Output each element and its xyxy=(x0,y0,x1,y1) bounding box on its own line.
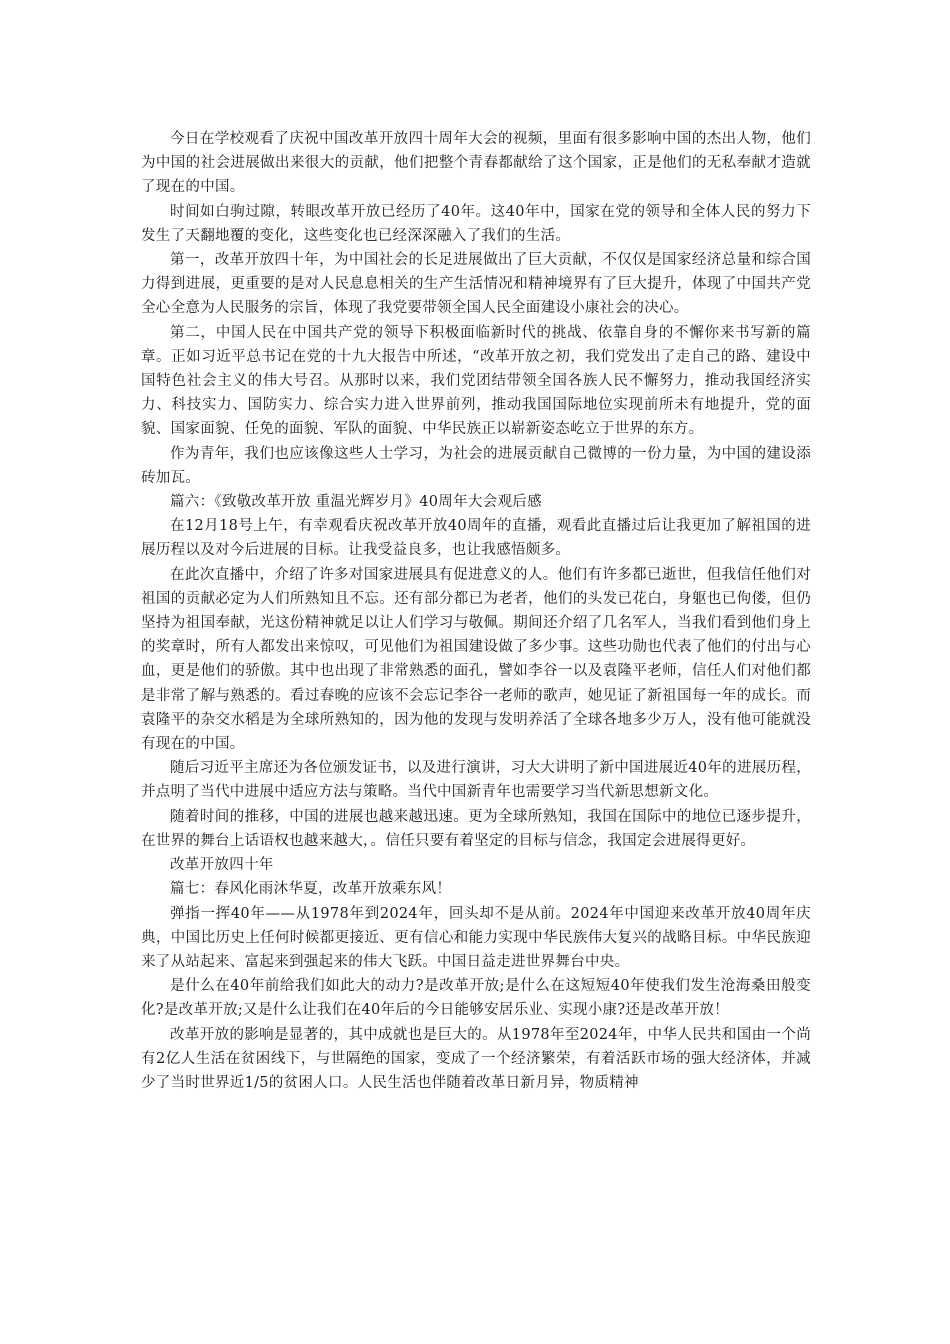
paragraph: 在此次直播中，介绍了许多对国家进展具有促进意义的人。他们有许多都已逝世，但我信任他们对祖国的贡献必定为人们所熟知且不忘。还有部分都已为老者，他们的头发已花白，身躯也已佝偻，但仍坚持为祖国奉献，光这份精神就足以让人们学习与敬佩。期间还介绍了几名军人，当我们看到他们身上的奖章时，所有人都发出来惊叹，可见他们为祖国建设做了多少事。这些功勋也代表了他们的付出与心血，更是他们的骄傲。其中也出现了非常熟悉的面孔，譬如李谷一以及袁隆平老师，信任人们对他们都是非常了解与熟悉的。看过春晚的应该不会忘记李谷一老师的歌声，她见证了新祖国每一年的成长。而袁隆平的杂交水稻是为全球所熟知的，因为他的发现与发明养活了全球各地多少万人，没有他可能就没有现在的中国。 xyxy=(141,566,811,753)
section-heading: 篇七：春风化雨沐华夏，改革开放乘东风！ xyxy=(170,881,452,898)
paragraph: 第二，中国人民在中国共产党的领导下积极面临新时代的挑战、依靠自身的不懈你来书写新的篇章。正如习近平总书记在党的十九大报告中所述，“改革开放之初，我们党发出了走自己的路、建设中国特色社会主义的伟大号召。从那时以来，我们党团结带领全国各族人民不懈努力，推动我国经济实力、科技实力、国防实力、综合实力进入世界前列，推动我国国际地位实现前所未有地提升，党的面貌、国家面貌、任免的面貌、军队的面貌、中华民族正以崭新姿态屹立于世界的东方。 xyxy=(141,324,811,438)
paragraph: 在12月18号上午，有幸观看庆祝改革开放40周年的直播，观看此直播过后让我更加了解祖国的进展历程以及对今后进展的目标。让我受益良多，也让我感悟颇多。 xyxy=(141,518,811,559)
paragraph: 今日在学校观看了庆祝中国改革开放四十周年大会的视频，里面有很多影响中国的杰出人物，他们为中国的社会进展做出来很大的贡献，他们把整个青春都献给了这个国家，正是他们的无私奉献才造就了现在的中国。 xyxy=(141,131,811,196)
paragraph: 弹指一挥40年——从1978年到2024年，回头却不是从前。2024年中国迎来改革开放40周年庆典，中国比历史上任何时候都更接近、更有信心和能力实现中华民族伟大复兴的战略目标。中华民族迎来了从站起来、富起来到强起来的伟大飞跃。中国日益走进世界舞台中央。 xyxy=(141,905,811,970)
paragraph: 作为青年，我们也应该像这些人士学习，为社会的进展贡献自己微博的一份力量，为中国的建设添砖加瓦。 xyxy=(141,445,811,486)
document-page xyxy=(141,127,811,1095)
section-heading: 篇六：《致敬改革开放 重温光辉岁月》40周年大会观后感 xyxy=(170,494,542,511)
paragraph: 随后习近平主席还为各位颁发证书，以及进行演讲，习大大讲明了新中国进展近40年的进展历程，并点明了当代中进展中适应方法与策略。当代中国新青年也需要学习当代新思想新文化。 xyxy=(141,760,811,801)
paragraph: 是什么在40年前给我们如此大的动力?是改革开放;是什么在这短短40年使我们发生沧海桑田般变化?是改革开放;又是什么让我们在40年后的今日能够安居乐业、实现小康?还是改革开放！ xyxy=(141,978,811,1019)
paragraph: 时间如白驹过隙，转眼改革开放已经历了40年。这40年中，国家在党的领导和全体人民的努力下发生了天翻地覆的变化，这些变化也已经深深融入了我们的生活。 xyxy=(141,203,811,244)
paragraph: 改革开放的影响是显著的，其中成就也是巨大的。从1978年至2024年，中华人民共和国由一个尚有2亿人生活在贫困线下，与世隔绝的国家，变成了一个经济繁荣，有着活跃市场的强大经济体，并减少了当时世界近1/5的贫困人口。人民生活也伴随着改革日新月异，物质精神 xyxy=(141,1026,811,1091)
paragraph: 随着时间的推移，中国的进展也越来越迅速。更为全球所熟知，我国在国际中的地位已逐步提升，在世界的舞台上话语权也越来越大，。信任只要有着坚定的目标与信念，我国定会进展得更好。 xyxy=(141,808,811,849)
paragraph: 第一，改革开放四十年，为中国社会的长足进展做出了巨大贡献，不仅仅是国家经济总量和综合国力得到进展，更重要的是对人民息息相关的生产生活情况和精神境界有了巨大提升，体现了中国共产党全心全意为人民服务的宗旨，体现了我党要带领全国人民全面建设小康社会的决心。 xyxy=(141,252,811,317)
section-heading: 改革开放四十年 xyxy=(170,857,274,874)
